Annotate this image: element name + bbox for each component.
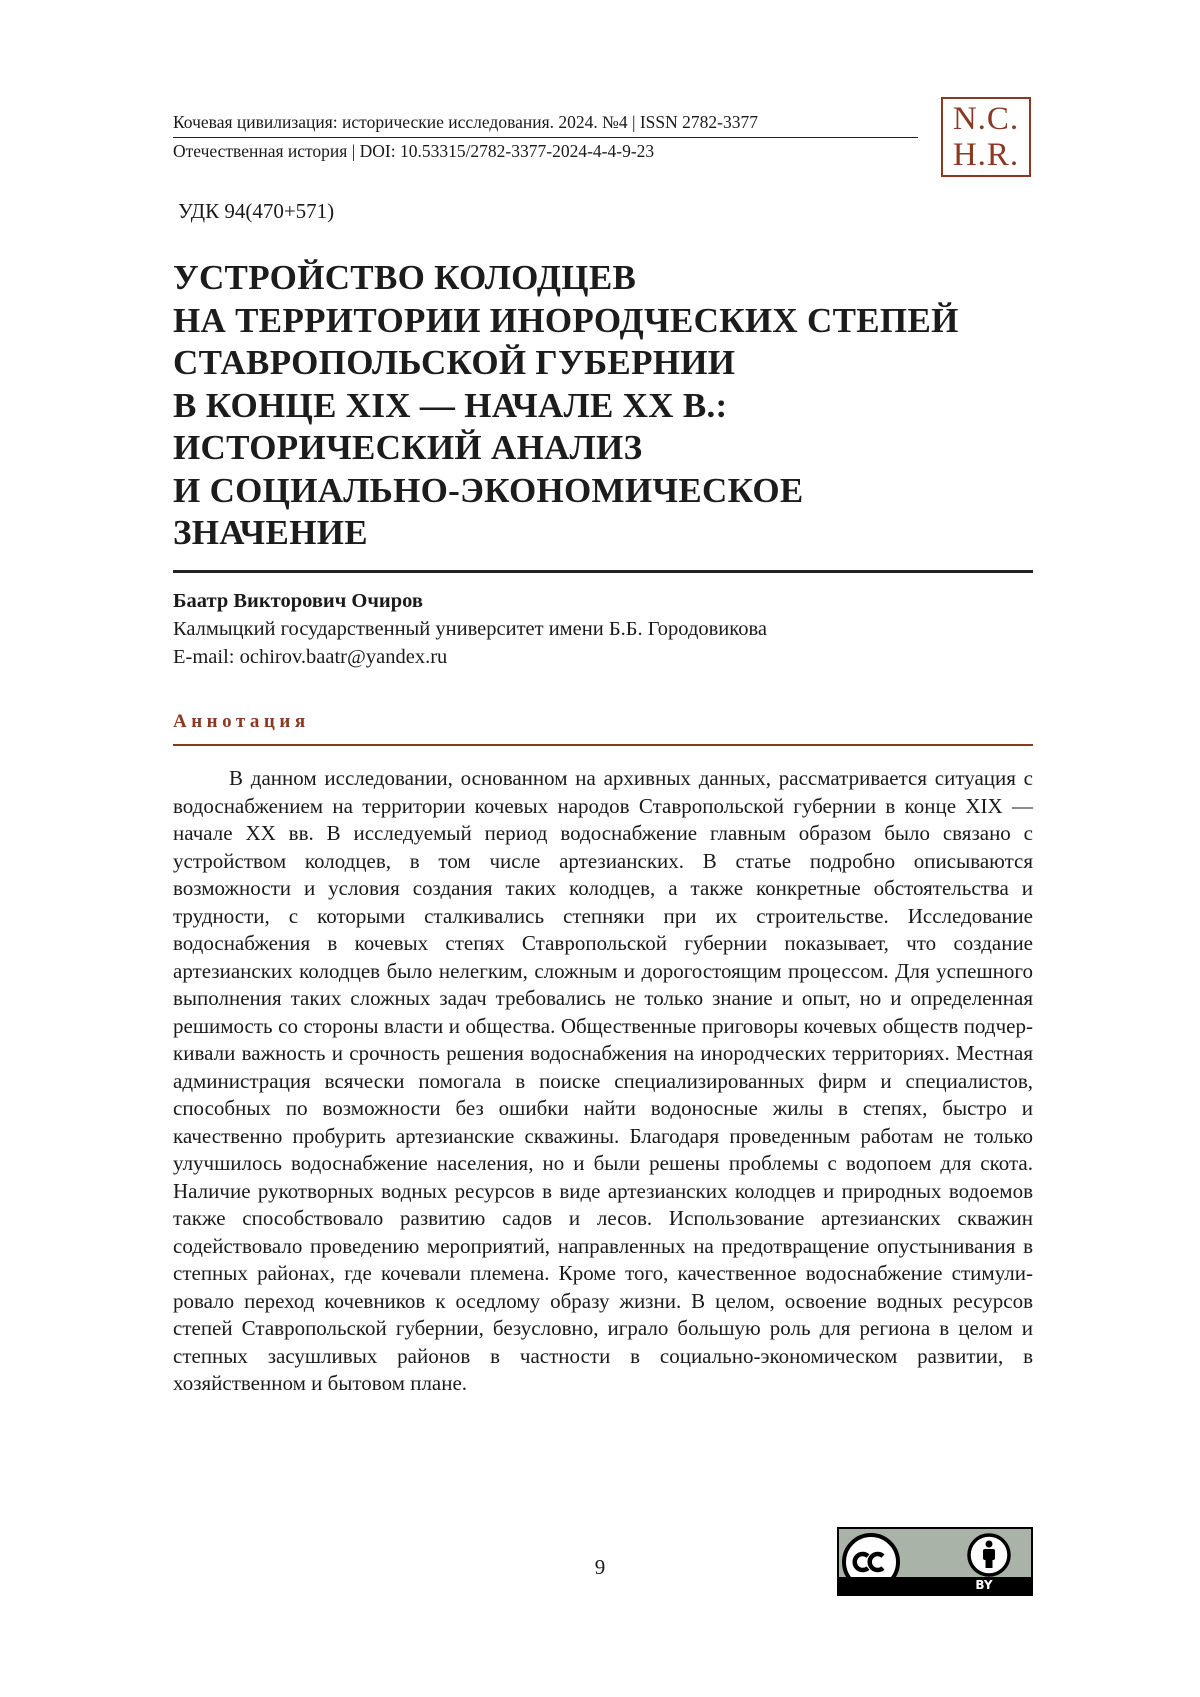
title-line: УСТРОЙСТВО КОЛОДЦЕВ [173,258,637,297]
title-line: ЗНАЧЕНИЕ [173,513,368,552]
author-affiliation: Калмыцкий государственный университет имени Б.Б. Городовикова [173,618,767,640]
udk-code: УДК 94(470+571) [178,199,335,223]
title-line: СТАВРОПОЛЬСКОЙ ГУБЕРНИИ [173,343,736,382]
abstract-heading: Аннотация [173,711,310,732]
title-line: В КОНЦЕ XIX — НАЧАЛЕ XX В.: [173,385,728,425]
page-number: 9 [594,1555,606,1579]
header-divider [173,137,918,138]
logo-text-top: N.C. [952,101,1020,137]
title-line: ИСТОРИЧЕСКИЙ АНАЛИЗ [173,428,643,467]
abstract-text: В данном исследовании, основанном на архивных данных, рассматривается ситуация с водоснабжением на территории кочевых народов Ставропольской губернии в конце XIX — начале XX вв. В исследуемый период водоснабжение главным образом было связано с устройством колодцев, в том числе артезианских. В статье подробно описываются возможности и условия создания таких колодцев, а также конкретные обстоятельства и трудности, с которыми сталкивались степняки при их строительстве. Исследование водоснабжения в кочевых степях Ставропольской губернии показывает, что создание артезианских колодцев было нелегким, сложным и дорогостоящим процессом. Для успешного выполнения таких сложных задач требовались не только знание и опыт, но и определенная решимость со стороны власти и общества. Общественные приговоры кочевых обществ подчеркивали важность и срочность решения водоснабжения на инородческих территориях. Местная администрация всячески помогала в поиске специализированных фирм и специалистов, способных по возможности без ошибки найти водоносные жилы в степях, быстро и качественно пробурить артезианские скважины. Благодаря проведенным работам не только улучшилось водоснабжение населения, но и были решены проблемы с водопоем для скота. Наличие рукотворных водных ресурсов в виде артезианских колодцев и природных водоемов также способствовало развитию садов и лесов. Использование артезианских скважин содействовало проведению мероприятий, направленных на предотвращение опустынивания в степных районах, где кочевали племена. Кроме того, качественное водоснабжение стимулировало переход кочевников к оседлому образу жизни. В целом, освоение водных ресурсов степей Ставропольской губернии, безусловно, играло большую роль для региона в целом и степных засушливых районов в частности в социально-экономическом развитии, в хозяйственном и бытовом плане. [173,766,1033,1395]
article-title [173,257,1033,555]
journal-header-line: Кочевая цивилизация: исторические исследования. 2024. №4 | ISSN 2782-3377 [173,112,758,132]
attribution-person-icon [966,1532,1012,1578]
title-line: НА ТЕРРИТОРИИ ИНОРОДЧЕСКИХ СТЕПЕЙ [173,300,959,340]
title-line: И СОЦИАЛЬНО-ЭКОНОМИЧЕСКОЕ [173,470,804,510]
journal-logo [941,97,1031,177]
author-name: Баатр Викторович Очиров [173,590,423,612]
abstract-divider [173,744,1033,746]
license-label: BY [975,1578,993,1592]
title-divider [173,570,1033,573]
author-email: E-mail: ochirov.baatr@yandex.ru [173,646,448,668]
section-doi-line: Отечественная история | DOI: 10.53315/2782-3377-2024-4-4-9-23 [173,141,655,161]
logo-text-bottom: H.R. [952,137,1020,173]
cc-by-license-badge[interactable] [837,1527,1033,1596]
